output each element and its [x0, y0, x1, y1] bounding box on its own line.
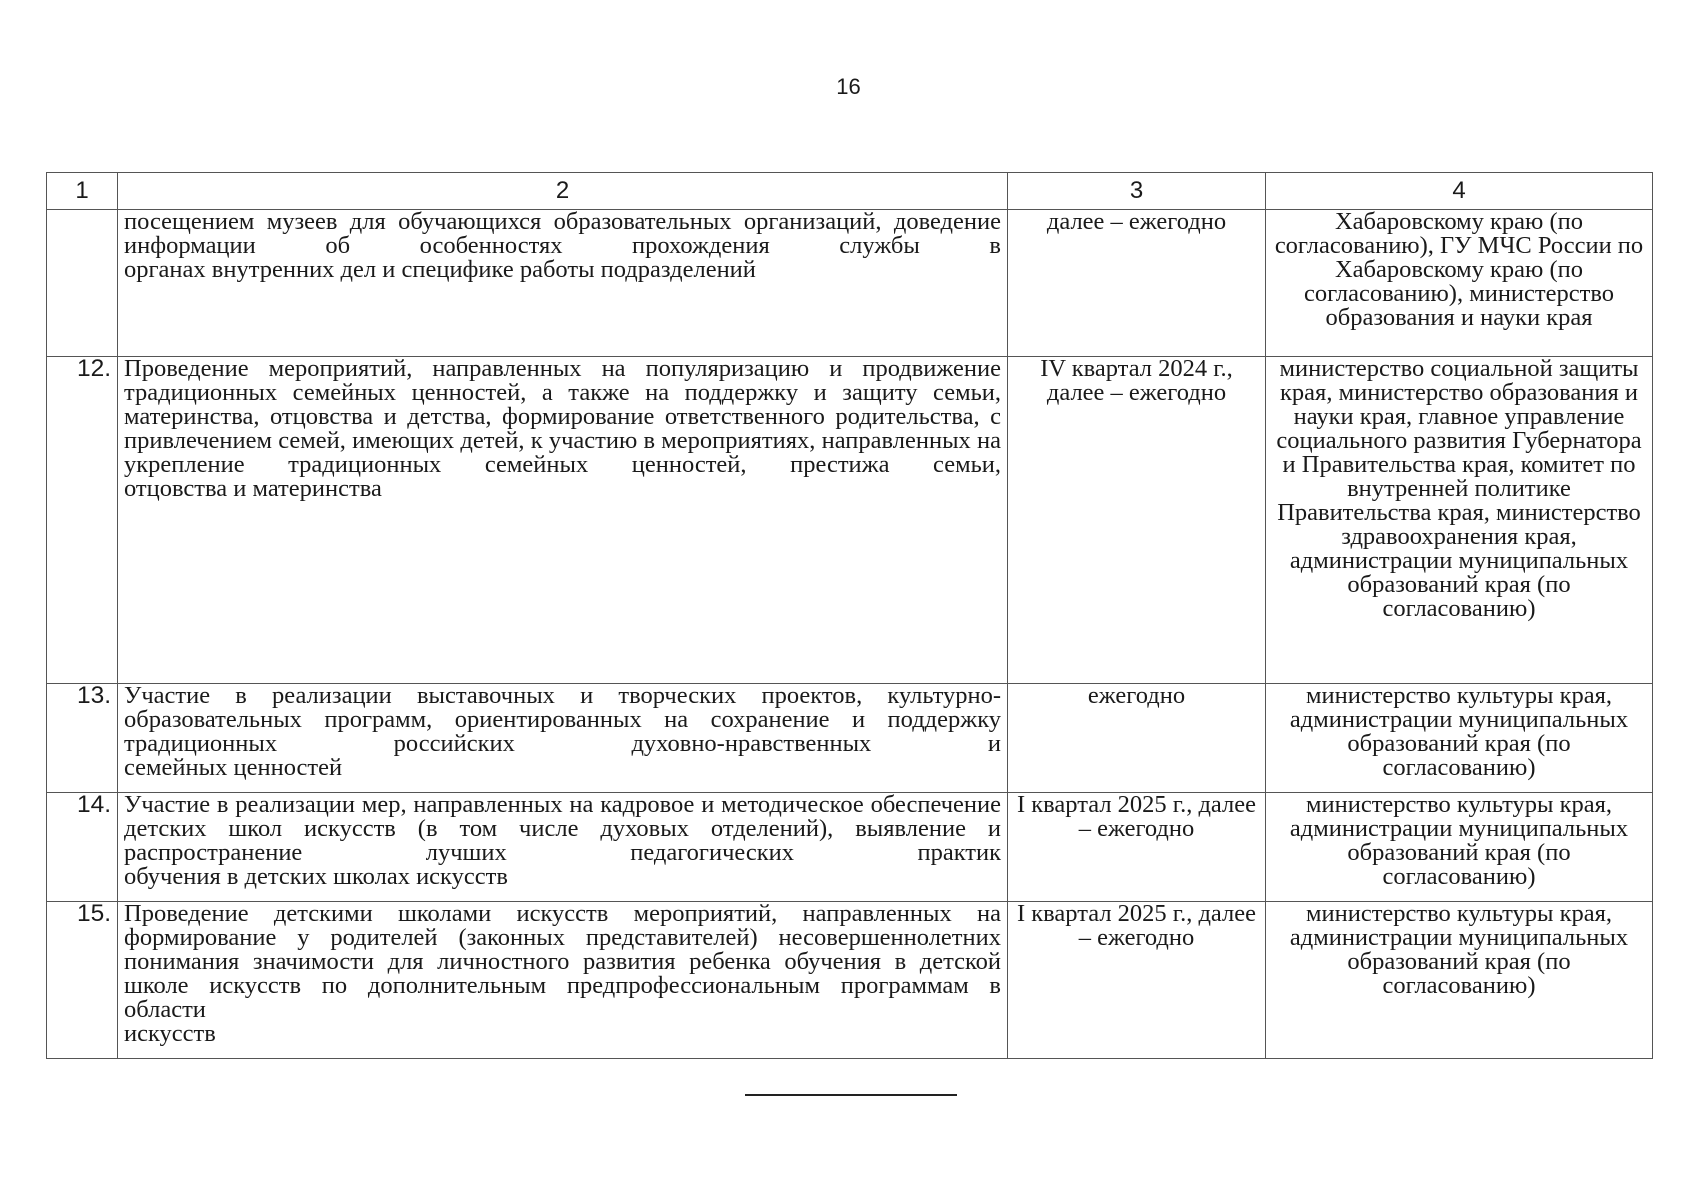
- table-row: [47, 684, 1653, 793]
- page-number: 16: [836, 74, 861, 99]
- table-row: [47, 210, 1653, 357]
- table-row: [47, 357, 1653, 684]
- deadline: ежегодно: [1008, 684, 1266, 793]
- row-number: 15.: [47, 902, 118, 1059]
- responsible-parties: Хабаровскому краю (по согласованию), ГУ МЧС России по Хабаровскому краю (по согласованию), министерство образования и науки края: [1266, 210, 1653, 357]
- table-header-row: [47, 173, 1653, 210]
- activity-description: Участие в реализации мер, направленных на кадровое и методическое обеспечение детских школ искусств (в том числе духовых отделений), выявление и распространение лучших педагогических практик обучения в детских школах искусств: [118, 793, 1008, 902]
- table-row: [47, 793, 1653, 902]
- column-header: 2: [118, 173, 1008, 210]
- column-header: 4: [1266, 173, 1653, 210]
- responsible-parties: министерство культуры края, администрации муниципальных образований края (по согласованию): [1266, 684, 1653, 793]
- end-of-document-rule: [745, 1094, 957, 1096]
- activity-plan-table: [46, 172, 1653, 1059]
- table-row: [47, 902, 1653, 1059]
- activity-description: Участие в реализации выставочных и творческих проектов, культурно-образовательных программ, ориентированных на сохранение и поддержку традиционных российских духовно-нравственных и семейных ценностей: [118, 684, 1008, 793]
- responsible-parties: министерство социальной защиты края, министерство образования и науки края, главное управление социального развития Губернатора и Правительства края, комитет по внутренней политике Правительства края, министерство здравоохранения края, администрации муниципальных образований края (по согласованию): [1266, 357, 1653, 684]
- deadline: I квартал 2025 г., далее – ежегодно: [1008, 902, 1266, 1059]
- deadline: далее – ежегодно: [1008, 210, 1266, 357]
- row-number: 13.: [47, 684, 118, 793]
- row-number: [47, 210, 118, 357]
- row-number: 14.: [47, 793, 118, 902]
- deadline: I квартал 2025 г., далее – ежегодно: [1008, 793, 1266, 902]
- responsible-parties: министерство культуры края, администрации муниципальных образований края (по согласованию): [1266, 902, 1653, 1059]
- responsible-parties: министерство культуры края, администрации муниципальных образований края (по согласованию): [1266, 793, 1653, 902]
- activity-description: Проведение мероприятий, направленных на популяризацию и продвижение традиционных семейных ценностей, а также на поддержку и защиту семьи, материнства, отцовства и детства, формирование ответственного родительства, с привлечением семей, имеющих детей, к участию в мероприятиях, направленных на укрепление традиционных семейных ценностей, престижа семьи, отцовства и материнства: [118, 357, 1008, 684]
- activity-description: посещением музеев для обучающихся образовательных организаций, доведение информации об особенностях прохождения службы в органах внутренних дел и специфике работы подразделений: [118, 210, 1008, 357]
- deadline: IV квартал 2024 г., далее – ежегодно: [1008, 357, 1266, 684]
- column-header: 3: [1008, 173, 1266, 210]
- activity-description: Проведение детскими школами искусств мероприятий, направленных на формирование у родителей (законных представителей) несовершеннолетних понимания значимости для личностного развития ребенка обучения в детской школе искусств по дополнительным предпрофессиональным программам в области искусств: [118, 902, 1008, 1059]
- row-number: 12.: [47, 357, 118, 684]
- column-header: 1: [47, 173, 118, 210]
